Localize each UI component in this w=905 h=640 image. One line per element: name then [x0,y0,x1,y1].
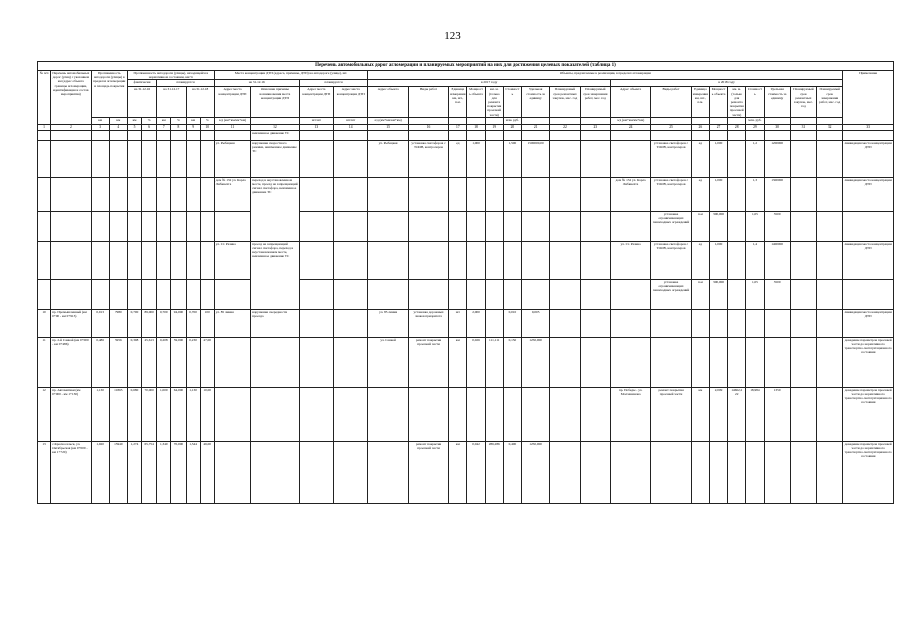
cell-value: 70,000 [171,441,186,503]
cell-unit-18: ед [691,140,709,177]
cell-cost-18: 1,3 [746,177,764,211]
cell-km: 111,111 [485,337,503,387]
column-number: 9 [186,124,200,130]
unit-pct-1: % [142,117,157,124]
hdr-d1: на 31.12.16 [127,87,156,117]
cell-power-18: 1,000 [709,140,727,177]
cell-value: 0,486 [91,337,109,387]
hdr-cost: Стоимость [503,87,521,117]
hdr-power-18: Мощность объекта [709,87,727,117]
cell-unit-18: ед [691,177,709,211]
cell-value: 0,700 [157,309,171,337]
cell-unit-cost: 1250,000 [521,441,549,503]
cell-value: 65,754 [142,441,157,503]
cell-note: ликвидация места концентрации ДТП [843,309,894,337]
cell-work: установка дорожных знаков приоритета [408,309,448,337]
hdr-dtp-addr: Адрес места концентрации ДТП [214,87,250,117]
cell-value: 0,398 [127,337,141,387]
cell-value: 1,000 [157,387,171,441]
cell-power-18: 1,000 [709,241,727,279]
cell-value: 46,00 [200,441,214,503]
table-row [38,211,894,241]
cell-value: 59,000 [171,337,186,387]
cell-unit-cost-18: 1350 [764,387,790,441]
hdr-obj-addr-18: Адрес объекта [610,87,650,117]
column-number: 4 [109,124,127,130]
cell-unit-cost-18: 1400000 [764,241,790,279]
cell-value: 1,344 [186,441,200,503]
column-number: 10 [200,124,214,130]
column-number: 23 [580,124,610,130]
cell-cost-18: 1,2 [746,140,764,177]
column-number: 30 [764,124,790,130]
column-number: 17 [449,124,467,130]
cell-work-18: ремонт покрытия проезжей части [651,387,691,441]
cell-note: доведение параметров проезжей части до нормативного транспортно-эксплуатационного состояния [843,337,894,387]
cell-value: 1,130 [91,387,109,441]
cell-obj-18: пр. Победы - ул. Молчанинова [610,387,650,441]
column-number: 15 [368,124,408,130]
hdr-work: Виды работ [408,87,448,117]
hdr-plan-contract-18: Планируемый срок завершения работ, мес. год [817,87,843,117]
table-row [38,279,894,309]
table-row [38,130,894,140]
cell-unit-cost-18: 3500 [764,211,790,241]
cell-work-18: установка светофоров с ТООВ, контролеров [651,241,691,279]
hdr-objects: Объекты, предлагаемые к реализации, в пределах агломерации [368,71,843,80]
cell-road: пр. Автоматики (км 0+000 - км 1+130) [51,387,91,441]
cell-power-18: 300,000 [709,211,727,241]
cell-road: пр. 2-й Санкой (км 0+000 - км 0+486) [51,337,91,387]
column-number: 3 [91,124,109,130]
cell-value: 15940 [109,441,127,503]
cell-value: 10,00 [200,387,214,441]
column-number: 12 [251,124,300,130]
column-number: 28 [728,124,746,130]
table-row [38,441,894,503]
cell-value: 89,000 [142,309,157,337]
column-number: 8 [171,124,186,130]
cell-obj: ул. Рыбацкая [368,140,408,177]
cell-cost: 0,150 [503,337,521,387]
column-number: 33 [843,124,894,130]
header-row-3 [38,87,894,117]
hdr-actual: фактически [127,80,156,87]
cell-unit: км [449,337,467,387]
unit-sht-1: шт/шт [299,117,333,124]
column-number: 18 [467,124,485,130]
table-row [38,241,894,279]
cell-n: 10 [38,309,51,337]
unit-km-4: км [157,117,171,124]
cell-work: ремонт покрытия проезжей части [408,441,448,503]
cell-work-18: установка светофоров с ТООВ, контролеров [651,140,691,177]
cell-dtp-cause: нарушение скоростного режима, неизменное движение ТС [251,140,300,177]
cell-work-18: установка ограничивающих пешеходных ограждений [651,211,691,241]
column-number: 20 [503,124,521,130]
cell-dtp-addr: ул. Ст. Разина [214,241,250,279]
column-number: 29 [746,124,764,130]
cell-value: 0,700 [127,309,141,337]
cell-unit-cost: 1500000,00 [521,140,549,177]
cell-unit-18: п.м [691,211,709,241]
column-number: 25 [651,124,691,130]
cell-value: 94,000 [171,309,186,337]
cell-work-18: установка ограничивающих пешеходных ограждений [651,279,691,309]
hdr-unit-cost: Удельная стоимость за единицу [521,87,549,117]
cell-dtp-addr: ул. 85 линия [214,309,250,337]
column-number: 13 [299,124,333,130]
cell-value: 100 [200,309,214,337]
hdr-2018: в 2018 году [610,80,842,87]
header-row-units [38,117,894,124]
cell-power-18: 2,009 [709,387,727,441]
cell-power-18: 1,000 [709,177,727,211]
cell-n: 11 [38,337,51,387]
hdr-obj-addr: Адрес объекта [368,87,408,117]
cell-road: пр. Промышленный (км 0+00 - км 0+913) [51,309,91,337]
cell-power: 0,042 [467,441,485,503]
column-number: 31 [790,124,816,130]
cell-km: 286,286 [485,441,503,503]
cell-work: ремонт покрытия проезжей части [408,337,448,387]
cell-cost-18: 1,4 [746,241,764,279]
cell-value: 70,000 [142,387,157,441]
column-number: 6 [142,124,157,130]
hdr-d3: на 31.12.18 [186,87,214,117]
cell-unit-18: п.м [691,279,709,309]
cell-n: 12 [38,387,51,441]
unit-km-2: км [109,117,127,124]
unit-pct-2: % [171,117,186,124]
hdr-work-18: Виды работ [651,87,691,117]
table-row [38,387,894,441]
cell-cost-18: 1,05 [746,279,764,309]
unit-km-1: км [91,117,109,124]
hdr-unit: Единица измерения км, шт., п.м. [449,87,467,117]
unit-mln-2: млн. руб. [746,117,764,124]
column-number: 11 [214,124,250,130]
cell-obj-18: дом № 132 ул. Карла Либкнехта [610,177,650,211]
cell-unit-cost-18: 1300000 [764,177,790,211]
hdr-dtp-actual: на 31.12.16 [214,80,299,87]
hdr-unit-cost-18: Удельная стоимость за единицу [764,87,790,117]
hdr-norm: Протяженность автодороги (улицы), находящейся в нормативном состоянии, км/% [127,71,214,80]
cell-value: 64,000 [171,387,186,441]
cell-unit-cost-18: 1200000 [764,140,790,177]
hdr-plan-term: Планируемый срок ремонтных закупок, мес. год [550,87,580,117]
hdr-planned: планируется [157,80,215,87]
cell-cause: неизменное движение ТС [251,130,300,140]
hdr-dtp-planned: планируется [299,80,368,87]
column-number: 24 [610,124,650,130]
cell-value: 0,208 [157,337,171,387]
column-number: 5 [127,124,141,130]
column-number: 7 [157,124,171,130]
cell-unit-18: ед [691,241,709,279]
table-title: Перечень автомобильных дорог агломерации и планируемых мероприятий на них для достижения целевых показателей (таблица 1) [38,62,894,71]
cell-value: 45,613 [142,337,157,387]
hdr-dtp-count-2: Адрес места концентрации ДТП [334,87,368,117]
hdr-note: Примечание [843,71,894,125]
column-number: 2 [51,124,91,130]
cell-value: 7980 [109,309,127,337]
cell-obj-18: ул. Ст. Разина [610,241,650,279]
cell-unit-cost: 0,005 [521,309,549,337]
cell-obj: ул. 85 линия [368,309,408,337]
cell-value: 47,00 [200,337,214,387]
cell-dtp-addr: дом № 132 ул. Карла Либкнехта [214,177,250,211]
cell-power: 1,000 [467,140,485,177]
cell-value: 1,130 [186,387,200,441]
column-number: 26 [691,124,709,130]
cell-cost: 1,500 [503,140,521,177]
cell-dtp-cause: переход в неустановленном месте, проезд на запрещающий сигнал светофора, неизменное движение ТС [251,177,300,241]
cell-unit: км [449,441,467,503]
hdr-unit-18: Единица измерения км, шт., п.м. [691,87,709,117]
hdr-dtp: Места концентрации ДТП (адреса, причины, ДТП) на автодороге (улице), шт. [214,71,368,80]
cell-note: ликвидация места концентрации ДТП [843,241,894,279]
cell-cost-18: 1,05 [746,211,764,241]
hdr-dtp-count-1: Адрес места концентрации ДТП [299,87,333,117]
column-number: 21 [521,124,549,130]
unit-adr-2: а/д (км+км/км+км) [368,117,408,124]
cell-dtp-cause: нарушение очередности проезда [251,309,300,337]
table-row [38,309,894,337]
cell-value: 5956 [109,337,127,387]
hdr-road: Перечень автомобильных дорог (улиц) с указанием км (адрес объекта границы агломерации, идентификация и состав мероприятия) [51,71,91,125]
column-number: 19 [485,124,503,130]
hdr-length: Протяженность автодороги (улицы) в пределах агломерации и площадь покрытия [91,71,127,118]
hdr-2017: в 2017 году [368,80,611,87]
column-number: 22 [550,124,580,130]
cell-value: 0,230 [186,337,200,387]
cell-power: 0,026 [467,337,485,387]
hdr-power: Мощность объекта [467,87,485,117]
column-number: 14 [334,124,368,130]
cell-note: доведение параметров проезжей части до нормативного транспортно-эксплуатационного состояния [843,387,894,441]
cell-n: 13 [38,441,51,503]
header-row-1 [38,71,894,80]
cell-cost-18: 18,984 [746,387,764,441]
cell-work-18: установка светофоров с ТООВ, контролеров [651,177,691,211]
cell-note: доведение параметров проезжей части до нормативного транспортно-эксплуатационного состояния [843,441,894,503]
unit-pct-3: % [200,117,214,124]
cell-value: 11865 [109,387,127,441]
hdr-dtp-cause: Описание причины возникновения места концентрации ДТП [251,87,300,117]
cell-unit: шт [449,309,467,337]
cell-value: 1,274 [127,441,141,503]
title-row [38,62,894,71]
cell-note: ликвидация места концентрации ДТП [843,140,894,177]
cell-value: 0,700 [186,309,200,337]
cell-unit-cost: 1250,000 [521,337,549,387]
page-number: 123 [444,30,461,42]
table-row [38,177,894,211]
cell-unit-cost-18: 3500 [764,279,790,309]
cell-note: ликвидация места концентрации ДТП [843,177,894,211]
unit-sht-2: шт/шт [334,117,368,124]
column-number: 16 [408,124,448,130]
header-row-2 [38,80,894,87]
cell-power-18: 300,000 [709,279,727,309]
cell-unit-18: км [691,387,709,441]
hdr-cost-km-18: км. м. (только для ремонта покрытия проезжей части) [728,87,746,117]
cell-value: 0,913 [91,309,109,337]
cell-work: установка светофоров с ТООВ, контролеров [408,140,448,177]
unit-km-5: км [186,117,200,124]
hdr-cost-km: км. м. (только для ремонта покрытия проезжей части) [485,87,503,117]
column-number: 1 [38,124,51,130]
unit-km-3: км [127,117,141,124]
column-number: 27 [709,124,727,130]
cell-km-18: 14662,2 22 [728,387,746,441]
unit-adr-1: а/д (км+км/км+км) [214,117,250,124]
cell-dtp-addr: ул. Рыбацкая [214,140,250,177]
unit-mln-1: млн. руб. [503,117,521,124]
column-number: 32 [817,124,843,130]
hdr-cost-18: Стоимость [746,87,764,117]
table-row [38,140,894,177]
cell-obj: ул. Санкой [368,337,408,387]
cell-dtp-cause: проезд на запрещающий сигнал светофора, переход в неустановленном месте, неизменное движение ТС [251,241,300,309]
hdr-n: № п/п [38,71,51,125]
cell-value: 1,920 [91,441,109,503]
hdr-plan-term-18: Планируемый срок ремонтных закупок, мес. год [790,87,816,117]
cell-unit: ед [449,140,467,177]
roads-table [37,61,894,504]
cell-value: 1,340 [157,441,171,503]
hdr-d2: на 31.12.17 [157,87,186,117]
cell-cost: 0,010 [503,309,521,337]
cell-cost: 0,400 [503,441,521,503]
cell-power: 2,000 [467,309,485,337]
cell-road: с.Красносельск, ул. Октябрьская (км 0+000 - км 1+720) [51,441,91,503]
table-row [38,337,894,387]
unit-adr-3: а/д (км+км/км+км) [610,117,650,124]
hdr-plan-contract: Планируемый срок завершения работ, мес. год [580,87,610,117]
cell-value: 0,680 [127,387,141,441]
